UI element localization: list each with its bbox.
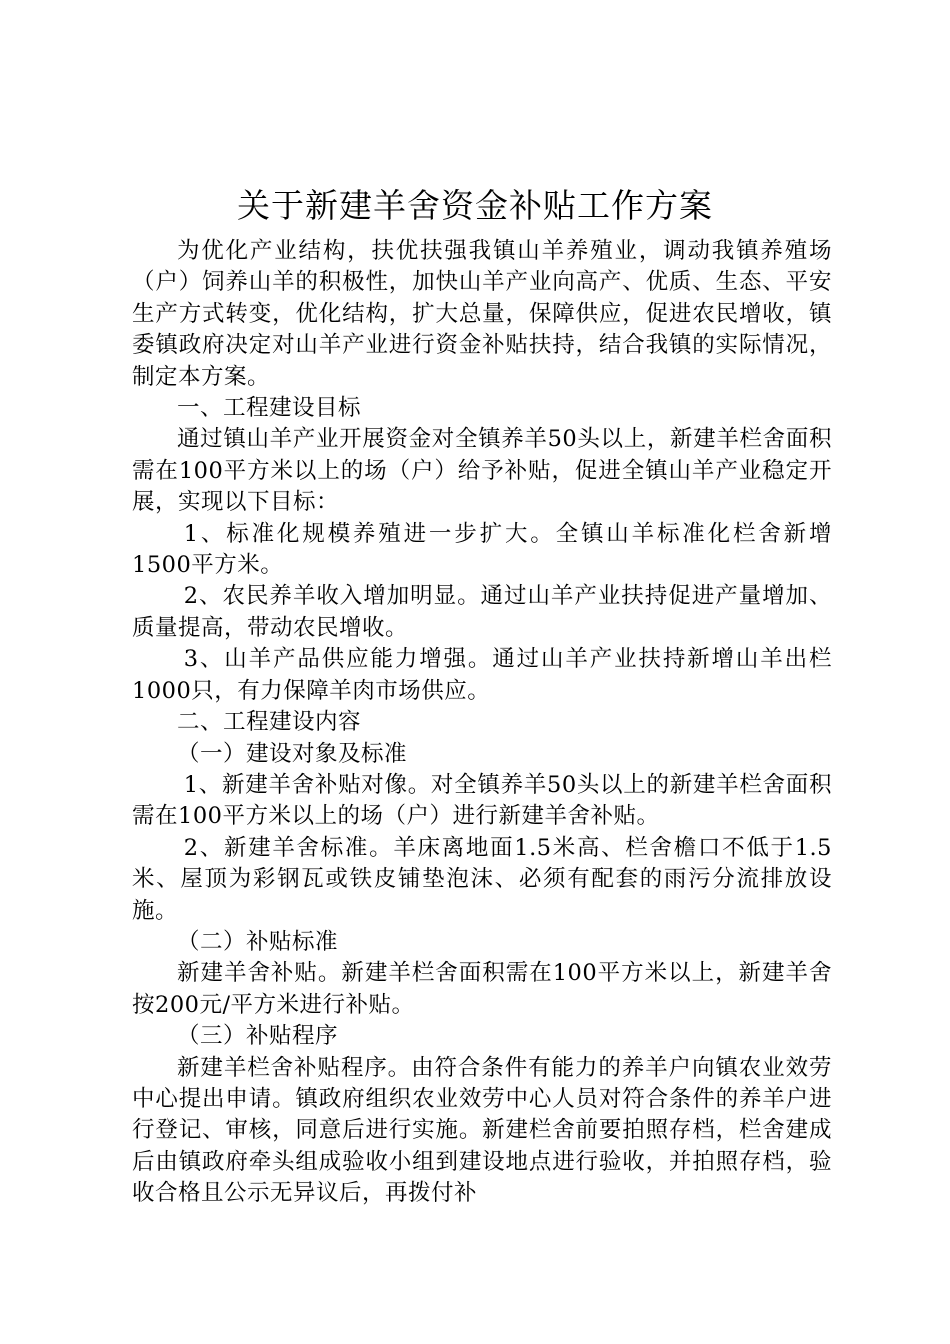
- document-body: [132, 236, 832, 1210]
- paragraph-intro: 为优化产业结构，扶优扶强我镇山羊养殖业，调动我镇养殖场（户）饲养山羊的积极性，加快山羊产业向高产、优质、生态、平安生产方式转变，优化结构，扩大总量，保障供应，促进农民增收，镇委镇政府决定对山羊产业进行资金补贴扶持，结合我镇的实际情况，制定本方案。: [132, 238, 832, 390]
- subheading-2-3: （三）补贴程序: [177, 1023, 339, 1050]
- list-item-goal-1: 1、标准化规模养殖进一步扩大。全镇山羊标准化栏舍新增1500平方米。: [132, 520, 832, 579]
- document-title: 关于新建羊舍资金补贴工作方案: [237, 186, 713, 225]
- subheading-2-2: （二）补贴标准: [177, 928, 339, 955]
- heading-section-2: 二、工程建设内容: [177, 709, 362, 736]
- list-item-content-2: 2、新建羊舍标准。羊床离地面1.5米高、栏舍檐口不低于1.5米、屋顶为彩钢瓦或铁皮铺垫泡沫、必须有配套的雨污分流排放设施。: [132, 834, 832, 924]
- list-item-goal-3: 3、山羊产品供应能力增强。通过山羊产业扶持新增山羊出栏1000只，有力保障羊肉市场供应。: [132, 646, 832, 704]
- list-item-goal-2: 2、农民养羊收入增加明显。通过山羊产业扶持促进产量增加、质量提高，带动农民增收。: [132, 583, 832, 641]
- list-item-content-1: 1、新建羊舍补贴对像。对全镇养羊50头以上的新建羊栏舍面积需在100平方米以上的场（户）进行新建羊舍补贴。: [132, 771, 832, 830]
- paragraph-subsidy-procedure: 新建羊栏舍补贴程序。由符合条件有能力的养羊户向镇农业效劳中心提出申请。镇政府组织农业效劳中心人员对符合条件的养羊户进行登记、审核，同意后进行实施。新建栏舍前要拍照存档，栏舍建成后由镇政府牵头组成验收小组到建设地点进行验收，并拍照存档，验收合格且公示无异议后，再拨付补: [132, 1054, 832, 1207]
- paragraph-subsidy-standard: 新建羊舍补贴。新建羊栏舍面积需在100平方米以上，新建羊舍按200元/平方米进行补贴。: [132, 960, 832, 1018]
- paragraph-section-1-intro: 通过镇山羊产业开展资金对全镇养羊50头以上，新建羊栏舍面积需在100平方米以上的场（户）给予补贴，促进全镇山羊产业稳定开展，实现以下目标：: [132, 426, 832, 516]
- subheading-2-1: （一）建设对象及标准: [177, 740, 408, 767]
- heading-section-1: 一、工程建设目标: [177, 395, 362, 422]
